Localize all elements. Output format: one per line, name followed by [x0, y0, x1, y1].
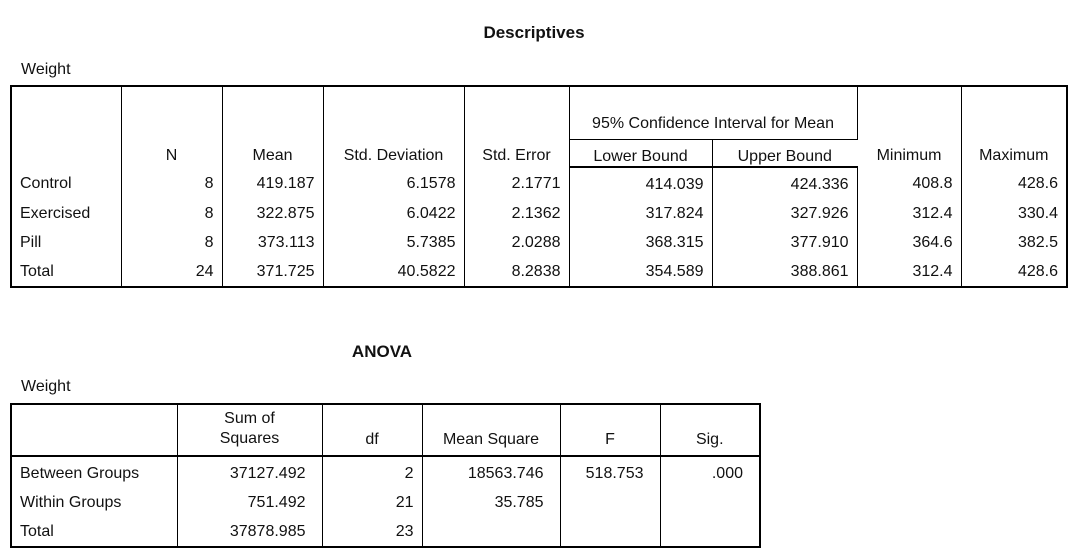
desc-header-maximum: Maximum [979, 147, 1049, 164]
cell-n: 8 [121, 167, 222, 199]
cell-mean: 322.875 [222, 199, 323, 228]
cell-std-deviation: 5.7385 [323, 228, 464, 257]
cell-std-error: 2.1362 [464, 199, 569, 228]
cell-maximum: 330.4 [1017, 204, 1059, 222]
desc-header-ci-group: 95% Confidence Interval for Mean [569, 86, 857, 140]
cell-mean-square: 35.785 [422, 488, 560, 517]
cell-n: 24 [121, 257, 222, 287]
cell-upper-bound: 327.926 [712, 199, 857, 228]
anova-corner-header [11, 404, 177, 456]
cell-n: 8 [121, 228, 222, 257]
cell-minimum: 364.6 [857, 228, 961, 257]
cell-lower-bound: 368.315 [569, 228, 712, 257]
desc-header-n: N [121, 86, 222, 167]
anova-header-mean-square: Mean Square [422, 404, 560, 456]
cell-mean: 371.725 [222, 257, 323, 287]
descriptives-table [10, 85, 1068, 288]
cell-n: 8 [121, 199, 222, 228]
desc-header-minimum: Minimum [857, 86, 961, 167]
descriptives-title: Descriptives [483, 23, 585, 42]
cell-maximum: 382.5 [1017, 233, 1059, 251]
cell-mean: 373.113 [222, 228, 323, 257]
row-label: Within Groups [11, 488, 177, 517]
row-label: Control [11, 167, 121, 199]
cell-upper-bound: 388.861 [712, 257, 857, 287]
desc-header-std-deviation: Std. Deviation [323, 86, 464, 167]
table-row [11, 488, 760, 517]
cell-sum-of-squares: 37127.492 [177, 456, 322, 488]
table-row [11, 167, 1067, 199]
cell-sum-of-squares: 751.492 [177, 488, 322, 517]
cell-sig [660, 488, 760, 517]
desc-header-upper-bound: Upper Bound [712, 140, 857, 168]
anova-table [10, 403, 761, 548]
cell-upper-bound: 424.336 [712, 167, 857, 199]
cell-mean-square [422, 517, 560, 547]
cell-lower-bound: 354.589 [569, 257, 712, 287]
table-row [11, 257, 1067, 287]
cell-lower-bound: 317.824 [569, 199, 712, 228]
cell-std-error: 2.0288 [464, 228, 569, 257]
cell-minimum: 312.4 [857, 199, 961, 228]
anova-header-f: F [560, 404, 660, 456]
table-row [11, 517, 760, 547]
cell-sum-of-squares: 37878.985 [177, 517, 322, 547]
cell-sig: .000 [711, 464, 743, 482]
row-label: Total [11, 517, 177, 547]
cell-std-error: 2.1771 [464, 167, 569, 199]
cell-df: 21 [322, 488, 422, 517]
cell-upper-bound: 377.910 [712, 228, 857, 257]
cell-lower-bound: 414.039 [569, 167, 712, 199]
desc-corner-header [11, 86, 121, 167]
cell-std-deviation: 6.0422 [323, 199, 464, 228]
cell-minimum: 408.8 [857, 167, 961, 199]
anova-header-df: df [322, 404, 422, 456]
desc-header-lower-bound: Lower Bound [569, 140, 712, 168]
table-row [11, 456, 760, 488]
cell-maximum: 428.6 [1017, 175, 1059, 192]
cell-mean-square: 18563.746 [422, 456, 560, 488]
row-label: Exercised [11, 199, 121, 228]
anova-header-sum-of-squares: Sum of Squares [177, 404, 322, 456]
anova-title: ANOVA [351, 342, 413, 361]
row-label: Total [11, 257, 121, 287]
row-label: Between Groups [11, 456, 177, 488]
table-row [11, 228, 1067, 257]
cell-df: 2 [322, 456, 422, 488]
cell-f: 518.753 [560, 456, 660, 488]
descriptives-variable-label: Weight [21, 61, 71, 78]
cell-sig [660, 517, 760, 547]
cell-df: 23 [322, 517, 422, 547]
cell-std-deviation: 40.5822 [323, 257, 464, 287]
row-label: Pill [11, 228, 121, 257]
cell-maximum: 428.6 [1017, 262, 1059, 280]
cell-std-error: 8.2838 [464, 257, 569, 287]
cell-minimum: 312.4 [857, 257, 961, 287]
cell-f [560, 488, 660, 517]
cell-mean: 419.187 [222, 167, 323, 199]
anova-header-sig: Sig. [660, 404, 760, 456]
desc-header-std-error: Std. Error [464, 86, 569, 167]
cell-f [560, 517, 660, 547]
table-row [11, 199, 1067, 228]
desc-header-mean: Mean [222, 86, 323, 167]
cell-std-deviation: 6.1578 [323, 167, 464, 199]
anova-variable-label: Weight [21, 378, 71, 395]
